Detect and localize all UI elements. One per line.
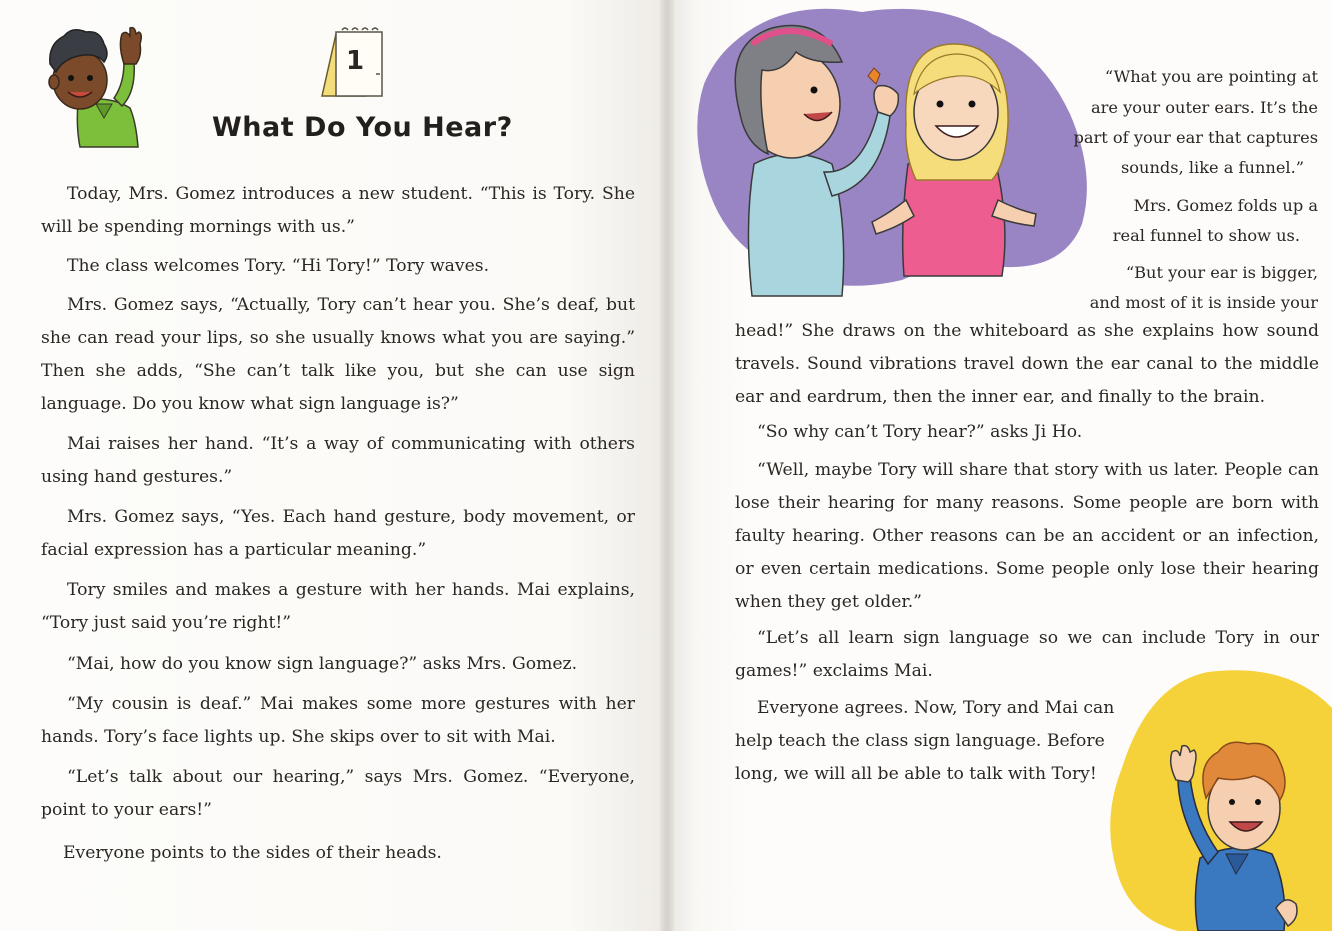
right-wrap-line-3: part of your ear that captures xyxy=(1073,128,1318,147)
girls-signing-illustration xyxy=(692,4,1102,296)
book-gutter xyxy=(660,0,674,931)
left-paragraph-8: “My cousin is deaf.” Mai makes some more gestures with her hands. Tory’s face lights up. She skips over to sit with Mai. xyxy=(41,694,635,747)
right-wrap-line-8: and most of it is inside your xyxy=(1089,293,1318,312)
right-wrap-line-2: are your outer ears. It’s the xyxy=(1090,98,1318,117)
right-wrap-line-7: “But your ear is bigger, xyxy=(1125,263,1318,282)
right-paragraph-4: “Let’s all learn sign language so we can include Tory in our games!” exclaims Mai. xyxy=(735,628,1319,681)
left-paragraph-5: Mrs. Gomez says, “Yes. Each hand gesture, body movement, or facial expression has a particular meaning.” xyxy=(41,507,635,560)
page-title: What Do You Hear? xyxy=(212,112,513,143)
right-wrap-line-1: “What you are pointing at xyxy=(1104,67,1318,86)
boy-waving-illustration xyxy=(38,22,148,147)
left-paragraph-1: Today, Mrs. Gomez introduces a new student. “This is Tory. She will be spending mornings with us.” xyxy=(41,184,635,237)
left-paragraph-4: Mai raises her hand. “It’s a way of communicating with others using hand gestures.” xyxy=(41,434,635,487)
right-paragraph-1: head!” She draws on the whiteboard as she explains how sound travels. Sound vibrations travel down the ear canal to the middle ear and eardrum, then the inner ear, and finally to the brain. xyxy=(735,321,1319,407)
left-paragraph-2: The class welcomes Tory. “Hi Tory!” Tory waves. xyxy=(67,256,490,276)
boy-raising-hand-illustration xyxy=(1108,668,1332,931)
left-paragraph-6: Tory smiles and makes a gesture with her hands. Mai explains, “Tory just said you’re right!” xyxy=(41,580,635,633)
right-wrap-line-5: Mrs. Gomez folds up a xyxy=(1133,196,1318,215)
right-wrap-line-4: sounds, like a funnel.” xyxy=(1121,158,1304,177)
chapter-number: 1 xyxy=(346,46,365,76)
right-wrap-line-6: real funnel to show us. xyxy=(1112,226,1300,245)
right-paragraph-2: “So why can’t Tory hear?” asks Ji Ho. xyxy=(757,422,1083,442)
left-paragraph-9: “Let’s talk about our hearing,” says Mrs. Gomez. “Everyone, point to your ears!” xyxy=(41,767,635,820)
left-paragraph-10: Everyone points to the sides of their heads. xyxy=(63,843,442,863)
right-paragraph-5: Everyone agrees. Now, Tory and Mai can help teach the class sign language. Before long, we will all be able to talk with Tory! xyxy=(735,698,1115,784)
left-paragraph-7: “Mai, how do you know sign language?” asks Mrs. Gomez. xyxy=(67,654,578,674)
left-paragraph-3: Mrs. Gomez says, “Actually, Tory can’t hear you. She’s deaf, but she can read your lips, so she usually knows what you are saying.” Then she adds, “She can’t talk like you, but she can use sign language. Do you know what sign language is?” xyxy=(41,295,635,414)
right-paragraph-3: “Well, maybe Tory will share that story with us later. People can lose their hearing for many reasons. Some people are born with faulty hearing. Other reasons can be an accident or an infection, or even certain medications. Some people only lose their hearing when they get older.” xyxy=(735,460,1319,612)
